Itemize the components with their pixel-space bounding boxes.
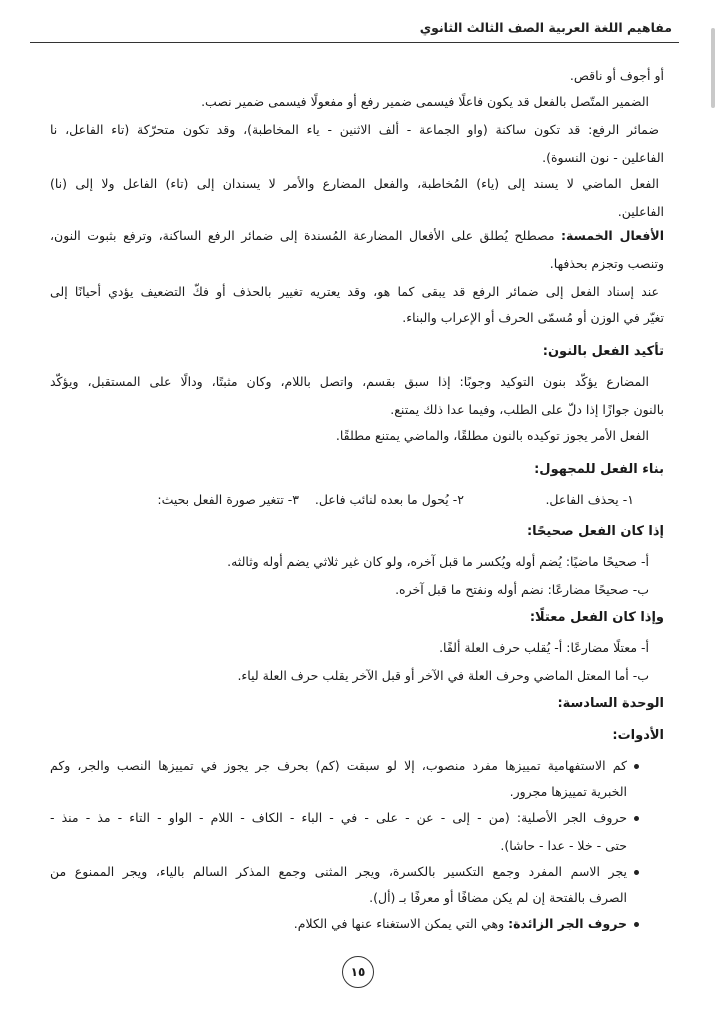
- section-heading: تأكيد الفعل بالنون:: [542, 344, 664, 359]
- passive-step-1: ١- يحذف الفاعل.: [545, 492, 634, 507]
- term-label: حروف الجر الزائدة:: [508, 916, 627, 931]
- body-line: الضمير المتّصل بالفعل قد يكون فاعلًا فيسمى ضمير رفع أو مفعولًا فيسمى ضمير نصب.: [201, 94, 649, 109]
- bullet-line: [294, 916, 627, 932]
- unit-heading: الوحدة السادسة:: [557, 696, 664, 711]
- bullet-line: الصرف بالفتحة إن لم يكن مضافًا أو معرفًا بـ (أل).: [369, 890, 627, 905]
- body-line: ب- أما المعتل الماضي وحرف العلة في الآخر أو قبل الآخر يقلب حرف العلة لياء.: [237, 668, 649, 683]
- header-divider: [30, 42, 679, 43]
- body-line: الفاعلين - نون النسوة).: [542, 150, 664, 165]
- bullet-line: حروف الجر الأصلية: (من - إلى - عن - على - في - الباء - الكاف - اللام - الواو - التاء - مذ - منذ -: [50, 810, 627, 825]
- body-line: ب- صحيحًا مضارعًا: نضم أوله ونفتح ما قبل آخره.: [395, 582, 649, 597]
- body-line: المضارع يؤكّد بنون التوكيد وجوبًا: إذا سبق بقسم، واتصل باللام، وكان مثبتًا، ودالًا على المستقبل، ويؤكّد: [50, 374, 649, 389]
- body-line: وتنصب وتجزم بحذفها.: [549, 256, 664, 271]
- bullet-line: كم الاستفهامية تمييزها مفرد منصوب، إلا لو سبقت (كم) بحرف جر يجوز في تمييزها النصب والجر، وكم: [50, 758, 627, 773]
- section-heading: وإذا كان الفعل معتلًا:: [529, 610, 664, 625]
- passive-step-2: ٢- يُحول ما بعده لنائب فاعل.: [314, 492, 464, 507]
- term-definition: مصطلح يُطلق على الأفعال المضارعة المُسندة إلى ضمائر الرفع الساكنة، وترفع بثبوت النون،: [50, 228, 562, 243]
- body-line: أ- معتلًا مضارعًا: أ- يُقلب حرف العلة ألفًا.: [439, 640, 649, 655]
- scrollbar[interactable]: [711, 28, 715, 108]
- body-line: أ- صحيحًا ماضيًا: يُضم أوله ويُكسر ما قبل آخره، ولو كان غير ثلاثي يضم أوله وثالثه.: [227, 554, 649, 569]
- bullet-line: الخبرية تمييزها مجرور.: [509, 784, 627, 799]
- bullet-icon: [634, 816, 639, 821]
- section-heading: بناء الفعل للمجهول:: [534, 462, 664, 477]
- body-line: تغيّر في الوزن أو مُسمّى الحرف أو الإعراب والبناء.: [402, 310, 664, 325]
- page-header-title: مفاهيم اللغة العربية الصف الثالث الثانوي: [419, 20, 672, 35]
- body-line: [50, 228, 664, 244]
- bullet-icon: [634, 764, 639, 769]
- body-line: أو أجوف أو ناقص.: [569, 68, 664, 83]
- page-number: ١٥: [342, 956, 374, 988]
- body-line: ضمائر الرفع: قد تكون ساكنة (واو الجماعة - ألف الاثنين - ياء المخاطبة)، وقد تكون متحرّكة (تاء الفاعل، نا: [50, 122, 659, 137]
- bullet-line: حتى - خلا - عدا - حاشا).: [500, 838, 627, 853]
- body-line: الفعل الماضي لا يسند إلى (ياء) المُخاطبة، والفعل المضارع والأمر لا يسندان إلى (تاء) الفاعل ولا إلى (نا): [50, 176, 659, 191]
- term-definition: وهي التي يمكن الاستغناء عنها في الكلام.: [293, 916, 509, 931]
- bullet-icon: [634, 922, 639, 927]
- bullet-line: يجر الاسم المفرد وجمع التكسير بالكسرة، ويجر المثنى وجمع المذكر السالم بالياء، ويجر الممنوع من: [50, 864, 627, 879]
- term-label: الأفعال الخمسة:: [561, 228, 664, 243]
- body-line: بالنون جوازًا إذا دلّ على الطلب، وفيما عدا ذلك يمتنع.: [390, 402, 664, 417]
- body-line: عند إسناد الفعل إلى ضمائر الرفع قد يبقى كما هو، وقد يعتريه تغيير بالحذف أو فكّ التضعيف يؤدي أحيانًا إلى: [50, 284, 659, 299]
- body-line: الفاعلين.: [617, 204, 664, 219]
- section-heading: الأدوات:: [612, 728, 664, 743]
- body-line: الفعل الأمر يجوز توكيده بالنون مطلقًا، والماضي يمتنع مطلقًا.: [335, 428, 649, 443]
- passive-step-3: ٣- تتغير صورة الفعل بحيث:: [157, 492, 299, 507]
- section-heading: إذا كان الفعل صحيحًا:: [526, 524, 664, 539]
- bullet-icon: [634, 870, 639, 875]
